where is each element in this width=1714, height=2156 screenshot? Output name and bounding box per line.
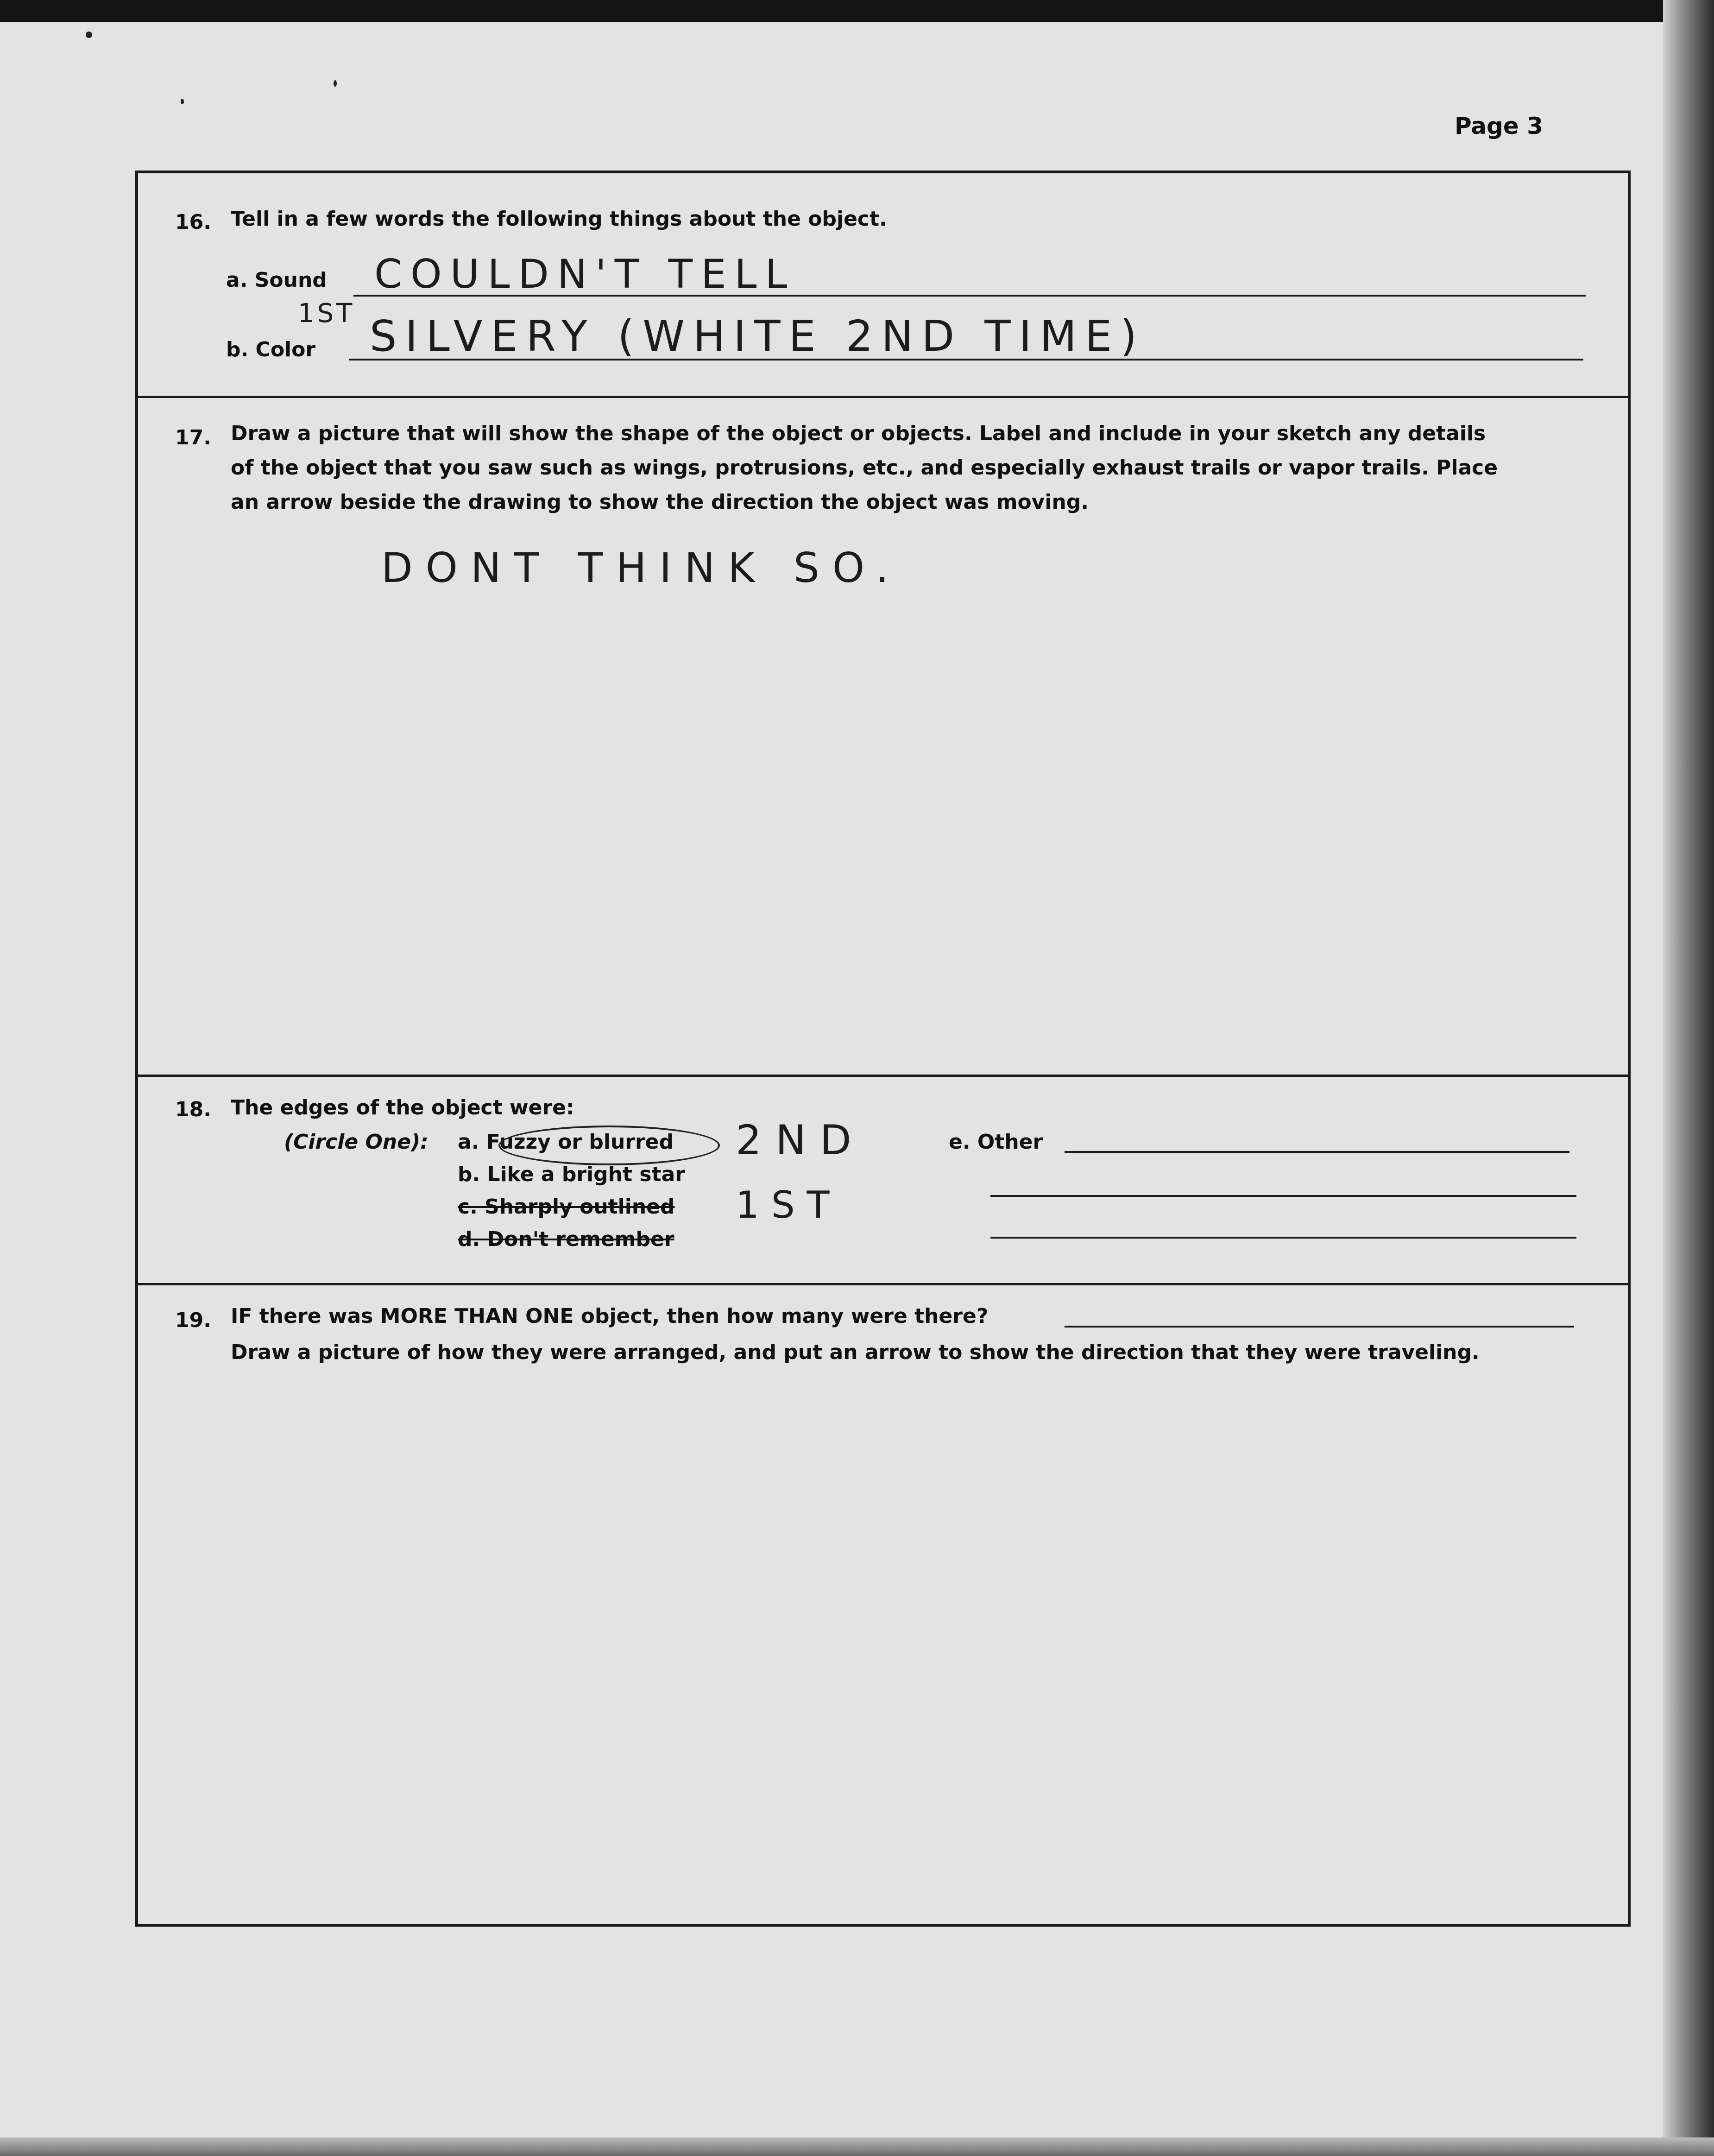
question-prompt-line: Draw a picture of how they were arranged, and put an arrow to show the direction that they were traveling.: [231, 1340, 1480, 1364]
scan-speck: [181, 99, 184, 104]
object-count-line[interactable]: [1065, 1326, 1574, 1328]
question-prompt: Tell in a few words the following things about the object.: [231, 207, 887, 231]
option-dont-remember[interactable]: d. Don't remember: [458, 1227, 674, 1251]
option-bright-star[interactable]: b. Like a bright star: [458, 1163, 685, 1186]
questionnaire-form: [135, 171, 1631, 1927]
note-1st: 1ST: [736, 1183, 842, 1227]
scan-speck: [86, 32, 92, 38]
question-number: 16.: [175, 210, 211, 234]
other-line[interactable]: [990, 1237, 1576, 1239]
color-label: b. Color: [226, 338, 316, 361]
circled-mark: [498, 1125, 720, 1165]
sound-label: a. Sound: [226, 268, 327, 292]
question-prompt-line: IF there was MORE THAN ONE object, then how many were there?: [231, 1304, 989, 1328]
section-divider: [138, 1075, 1628, 1077]
scan-border-bottom: [0, 2137, 1714, 2156]
question-prompt-line: Draw a picture that will show the shape of the object or objects. Label and include in your sketch any details: [231, 422, 1486, 445]
scan-border-top: [0, 0, 1714, 22]
scan-border-right: [1663, 0, 1714, 2156]
other-line[interactable]: [1065, 1151, 1569, 1153]
other-line[interactable]: [990, 1195, 1576, 1197]
section-divider: [138, 1283, 1628, 1285]
scan-speck: [334, 80, 337, 87]
drawing-answer[interactable]: DONT THINK SO.: [381, 544, 902, 592]
section-divider: [138, 396, 1628, 398]
sound-answer[interactable]: COULDN'T TELL: [374, 251, 796, 297]
question-prompt-line: of the object that you saw such as wings, protrusions, etc., and especially exhaust trails or vapor trails. Place: [231, 456, 1498, 480]
question-number: 17.: [175, 426, 211, 449]
circle-one-label: (Circle One):: [284, 1130, 428, 1154]
option-fuzzy[interactable]: a. Fuzzy or blurred: [458, 1130, 674, 1154]
option-sharply-outlined[interactable]: c. Sharply outlined: [458, 1195, 675, 1219]
question-prompt: The edges of the object were:: [231, 1096, 574, 1119]
other-label: e. Other: [949, 1130, 1043, 1154]
question-prompt-line: an arrow beside the drawing to show the direction the object was moving.: [231, 490, 1089, 514]
question-number: 18.: [175, 1098, 211, 1121]
page-number: Page 3: [1455, 113, 1543, 139]
color-answer[interactable]: SILVERY (WHITE 2ND TIME): [370, 311, 1146, 361]
color-note: 1ST: [298, 298, 355, 329]
form-page: [0, 22, 1663, 2137]
note-2nd: 2ND: [736, 1116, 865, 1164]
question-number: 19.: [175, 1309, 211, 1332]
